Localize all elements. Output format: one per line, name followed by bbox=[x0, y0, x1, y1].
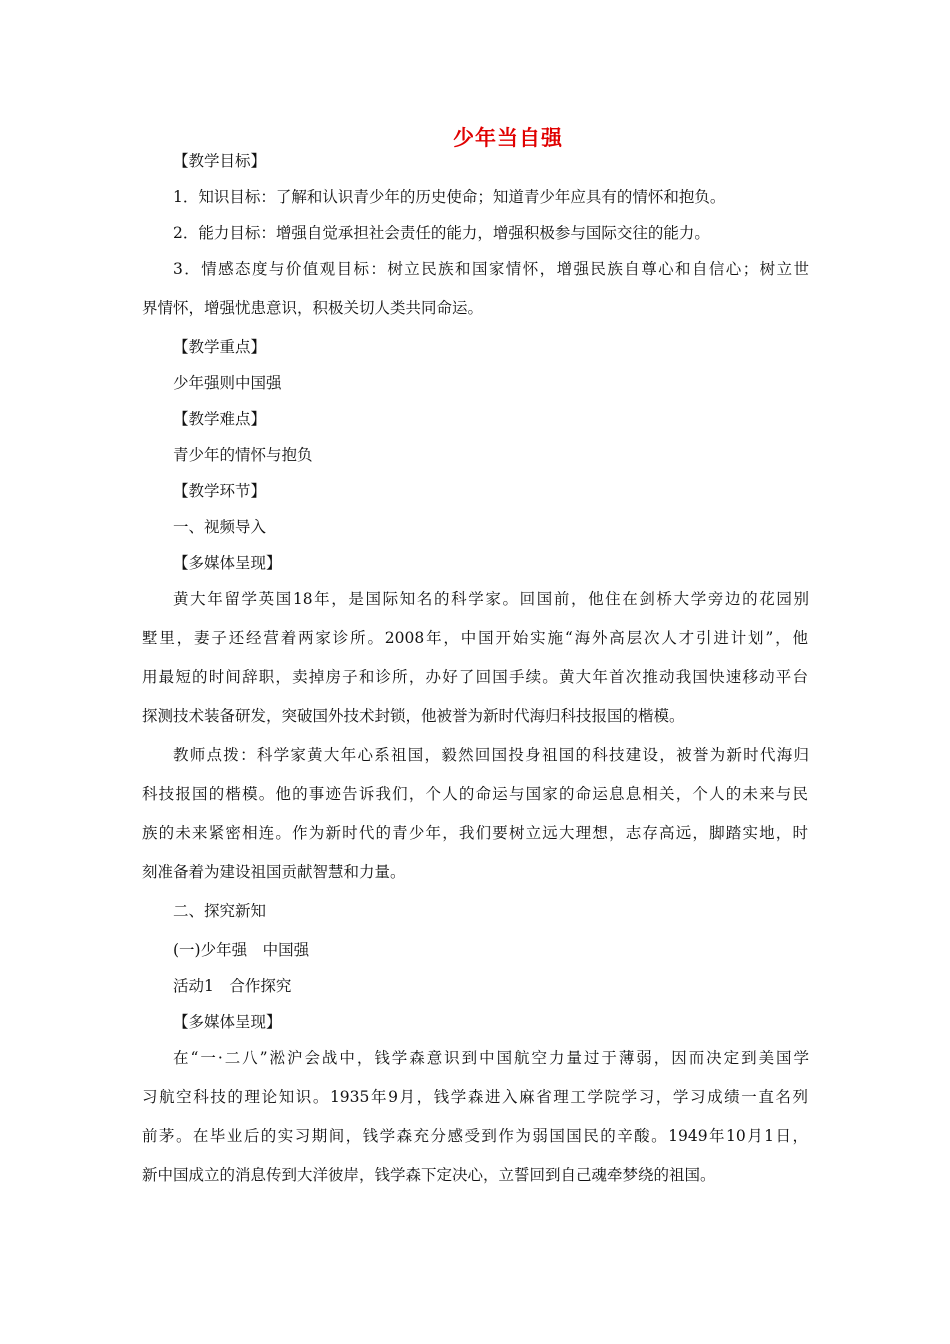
section-heading-difficulty: 【教学难点】 bbox=[173, 410, 267, 428]
activity-heading: 活动1 合作探究 bbox=[173, 977, 292, 995]
story-qian-line-3: 前茅。在毕业后的实习期间，钱学森充分感受到作为弱国国民的辛酸。1949年10月1日， bbox=[142, 1127, 808, 1145]
story-qian-line-4: 新中国成立的消息传到大洋彼岸，钱学森下定决心，立誓回到自己魂牵梦绕的祖国。 bbox=[142, 1166, 716, 1184]
section-heading-key-point: 【教学重点】 bbox=[173, 338, 267, 356]
objective-ability: 2．能力目标：增强自觉承担社会责任的能力，增强积极参与国际交往的能力。 bbox=[173, 224, 710, 242]
story-qian-line-1: 在“一·二八”淞沪会战中，钱学森意识到中国航空力量过于薄弱，因而决定到美国学 bbox=[173, 1049, 809, 1067]
section-heading-steps: 【教学环节】 bbox=[173, 482, 267, 500]
story-huang-line-4: 探测技术装备研发，突破国外技术封锁，他被誉为新时代海归科技报国的楷模。 bbox=[142, 707, 685, 725]
step-explore: 二、探究新知 bbox=[173, 902, 267, 920]
objective-emotion-line-1: 3．情感态度与价值观目标：树立民族和国家情怀，增强民族自尊心和自信心；树立世 bbox=[173, 260, 809, 278]
story-huang-line-1: 黄大年留学英国18年，是国际知名的科学家。回国前，他住在剑桥大学旁边的花园别 bbox=[173, 590, 809, 608]
teacher-note-line-1: 教师点拨：科学家黄大年心系祖国，毅然回国投身祖国的科技建设，被誉为新时代海归 bbox=[173, 746, 809, 764]
story-qian-line-2: 习航空科技的理论知识。1935年9月，钱学森进入麻省理工学院学习，学习成绩一直名列 bbox=[142, 1088, 808, 1106]
difficulty-text: 青少年的情怀与抱负 bbox=[173, 446, 313, 464]
teacher-note-line-4: 刻准备着为建设祖国贡献智慧和力量。 bbox=[142, 863, 406, 881]
objective-emotion-line-2: 界情怀，增强忧患意识，积极关切人类共同命运。 bbox=[142, 299, 484, 317]
story-huang-line-3: 用最短的时间辞职，卖掉房子和诊所，办好了回国手续。黄大年首次推动我国快速移动平台 bbox=[142, 668, 808, 686]
section-heading-objectives: 【教学目标】 bbox=[173, 152, 267, 170]
teacher-note-line-2: 科技报国的楷模。他的事迹告诉我们，个人的命运与国家的命运息息相关，个人的未来与民 bbox=[142, 785, 808, 803]
teacher-note-line-3: 族的未来紧密相连。作为新时代的青少年，我们要树立远大理想，志存高远，脚踏实地，时 bbox=[142, 824, 808, 842]
multimedia-heading-1: 【多媒体呈现】 bbox=[173, 554, 282, 572]
objective-knowledge: 1．知识目标：了解和认识青少年的历史使命；知道青少年应具有的情怀和抱负。 bbox=[173, 188, 726, 206]
multimedia-heading-2: 【多媒体呈现】 bbox=[173, 1013, 282, 1031]
step-video-intro: 一、视频导入 bbox=[173, 518, 267, 536]
key-point-text: 少年强则中国强 bbox=[173, 374, 282, 392]
subsection-heading: (一)少年强 中国强 bbox=[173, 941, 310, 959]
story-huang-line-2: 墅里，妻子还经营着两家诊所。2008年，中国开始实施“海外高层次人才引进计划”，他 bbox=[142, 629, 808, 647]
document-title: 少年当自强 bbox=[453, 126, 563, 150]
